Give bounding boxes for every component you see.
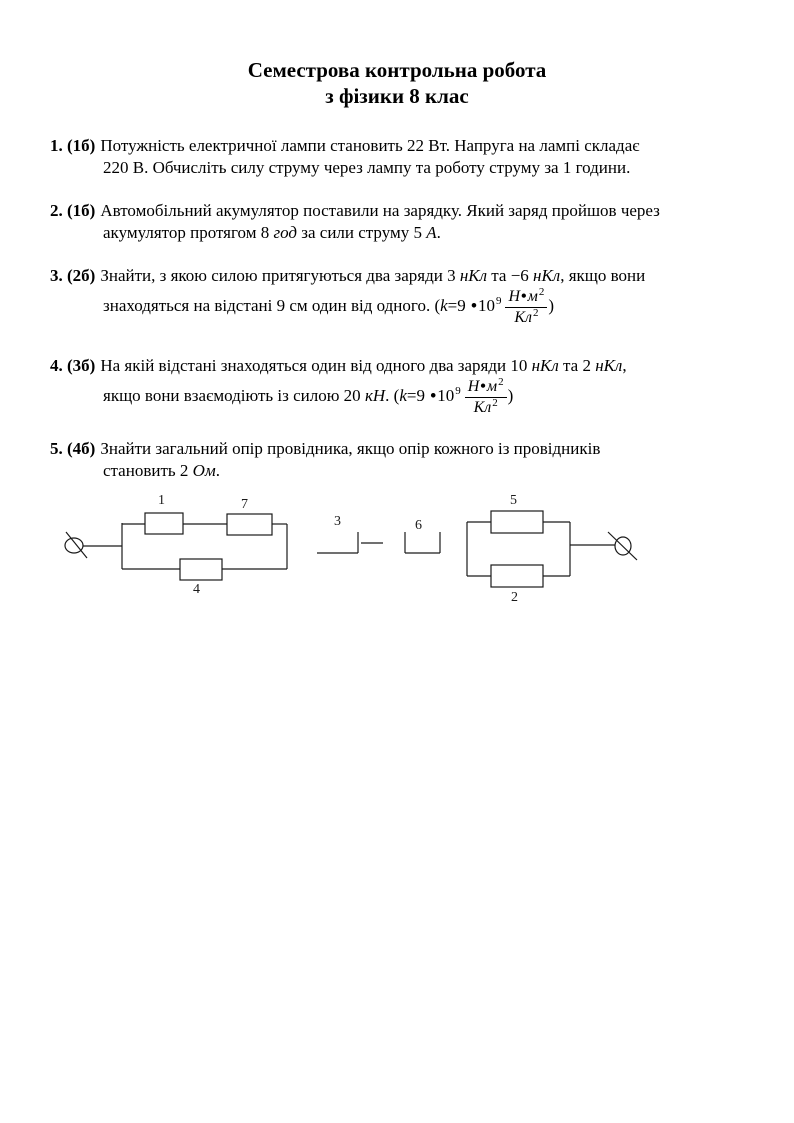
text-segment: , [622,356,627,375]
text-segment: становить 2 [103,461,193,480]
formula-fraction [505,287,547,327]
resistor-5-label: 5 [510,493,517,508]
text-segment: знаходяться на відстані 9 см один від одного. ( [103,295,441,315]
resistor-5-box [491,511,543,533]
element-6-wire [405,532,440,553]
right-terminal-icon [608,532,637,560]
fraction-denominator [465,398,507,417]
unit-ohm: Ом [192,461,216,480]
problem-4 [50,355,744,417]
unit-coulomb: Кл [514,309,532,326]
text-segment: На якій відстані знаходяться один від одного два заряди 10 [100,356,532,375]
formula-exponent: 9 [495,295,502,308]
text-segment: . ( [385,385,400,405]
problem-1-number: 1. (1б) [50,136,96,155]
text-segment: акумулятор протягом 8 [103,223,274,242]
formula-close-paren: ) [507,385,514,405]
unit-nanocoulomb: нКл [459,266,488,285]
fraction-numerator [465,377,507,398]
formula-equals: =9 [447,295,470,315]
unit-nanocoulomb: нКл [531,356,559,375]
text-segment: . [436,223,441,242]
resistor-4-box [180,559,222,580]
formula-k-var: k [399,385,407,405]
right-parallel-circuit [467,511,615,587]
unit-ampere: А [426,223,437,242]
problem-3 [50,265,744,327]
element-6-label: 6 [415,518,422,533]
problem-1 [50,135,744,179]
text-segment: за сили струму 5 [297,223,427,242]
problem-4-line-2 [50,377,744,417]
problem-2-text: Автомобільний акумулятор поставили на зарядку. Який заряд пройшов через [100,201,660,220]
resistor-2-box [491,565,543,587]
text-segment: та −6 [487,266,534,285]
formula-equals: =9 [406,385,430,405]
denominator-superscript: 2 [492,396,498,409]
text-segment: , якщо вони [560,266,646,285]
formula-close-paren: ) [548,295,555,315]
numerator-superscript: 2 [538,285,545,298]
multiply-dot: • [480,378,486,395]
problem-2 [50,200,744,244]
resistor-1-label: 1 [158,493,165,508]
left-terminal-icon [65,532,87,558]
multiply-dot: • [430,385,437,405]
element-3-label: 3 [334,514,341,529]
unit-hours: год [273,223,298,242]
fraction-numerator [505,287,547,308]
problem-5-number: 5. (4б) [50,439,96,458]
text-segment: Знайти, з якою силою притягуються два заряди 3 [100,266,460,285]
title-line-1: Семестрова контрольна робота [247,58,547,82]
circuit-diagram [55,494,655,609]
problem-3-line-2 [50,287,744,327]
unit-metre: м [486,378,498,395]
unit-nanocoulomb: нКл [533,266,561,285]
fraction-denominator [505,308,547,327]
left-parallel-circuit [83,513,287,580]
problem-5-line-2 [50,460,744,482]
problem-2-line-2 [50,222,744,244]
problem-3-line-1 [50,265,744,287]
unit-newton: Н [508,288,521,305]
resistor-1-box [145,513,183,534]
document-title [0,0,794,109]
coulomb-constant-formula [440,285,555,326]
formula-fraction [465,377,507,417]
resistor-7-label: 7 [241,497,248,512]
problem-1-line-2: 220 В. Обчисліть силу струму через лампу та роботу струму за 1 години. [103,158,631,177]
element-3-switch [317,532,383,553]
formula-base-ten: 10 [477,295,495,315]
resistor-4-label: 4 [193,582,200,597]
problem-2-number: 2. (1б) [50,201,96,220]
unit-coulomb: Кл [473,399,492,416]
unit-newton: Н [467,378,480,395]
problem-list [50,135,744,482]
text-segment: . [215,461,221,480]
problem-1-text: Потужність електричної лампи становить 22 Вт. Напруга на лампі складає [100,136,640,155]
resistor-7-box [227,514,272,535]
text-segment: та 2 [558,356,596,375]
denominator-superscript: 2 [532,306,539,319]
formula-exponent: 9 [455,385,461,398]
problem-1-line-1 [50,135,744,157]
coulomb-constant-formula [399,375,514,416]
unit-metre: м [527,288,538,305]
problem-4-line-1 [50,355,744,377]
problem-5 [50,438,744,482]
problem-5-line-1 [50,438,744,460]
problem-5-text: Знайти загальний опір провідника, якщо опір кожного із провідників [100,439,601,458]
unit-nanocoulomb: нКл [595,356,623,375]
unit-kilonewton: кН [364,385,386,405]
problem-4-number: 4. (3б) [50,356,96,375]
formula-k-var: k [440,295,448,315]
multiply-dot: • [471,295,477,315]
multiply-dot: • [521,288,527,305]
text-segment: якщо вони взаємодіють із силою 20 [103,385,365,405]
resistor-2-label: 2 [511,590,518,605]
problem-2-line-1 [50,200,744,222]
problem-3-number: 3. (2б) [50,266,96,285]
title-line-2: з фізики 8 клас [325,84,469,108]
formula-base-ten: 10 [437,385,455,405]
circuit-figure [55,494,655,609]
numerator-superscript: 2 [498,375,504,388]
